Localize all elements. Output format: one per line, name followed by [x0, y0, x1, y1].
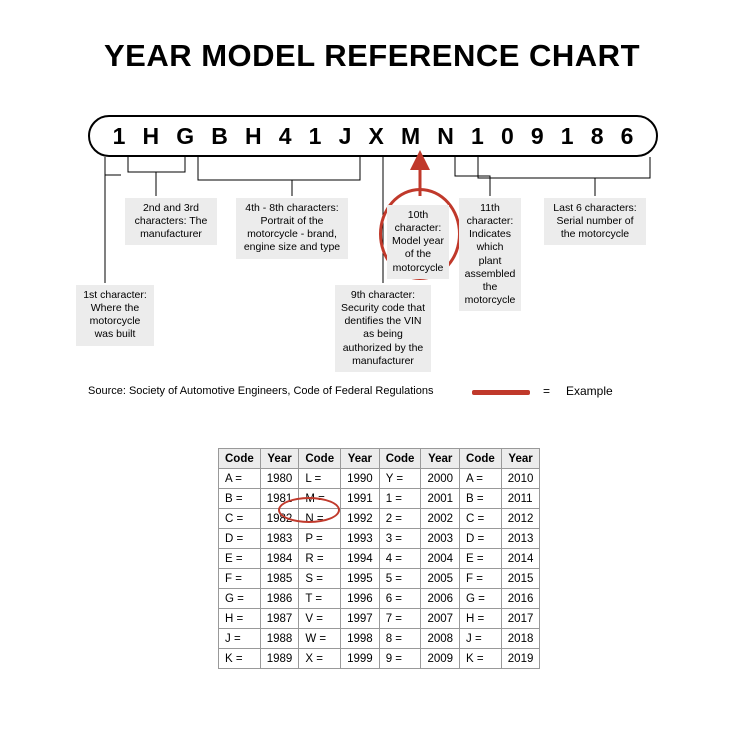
- cell-code: 3 =: [379, 529, 421, 549]
- year-code-table: [218, 448, 540, 669]
- cell-year: 2012: [501, 509, 540, 529]
- cell-year: 2006: [421, 589, 460, 609]
- cell-code: G =: [460, 589, 502, 609]
- table-row: [219, 469, 540, 489]
- cell-code: 6 =: [379, 589, 421, 609]
- cell-code: B =: [219, 489, 261, 509]
- legend-color-swatch: [472, 390, 530, 395]
- vin-character: 0: [500, 122, 514, 149]
- cell-code: 1 =: [379, 489, 421, 509]
- cell-year: 1984: [260, 549, 299, 569]
- vin-character: H: [245, 122, 262, 149]
- column-header: Year: [341, 449, 380, 469]
- cell-year: 2014: [501, 549, 540, 569]
- cell-year: 2010: [501, 469, 540, 489]
- column-header: Code: [299, 449, 341, 469]
- cell-year: 2003: [421, 529, 460, 549]
- table-row: [219, 589, 540, 609]
- cell-code: D =: [460, 529, 502, 549]
- cell-year: 2008: [421, 629, 460, 649]
- vin-character: B: [211, 122, 228, 149]
- cell-code: 4 =: [379, 549, 421, 569]
- cell-code: W =: [299, 629, 341, 649]
- legend-label: Example: [566, 384, 613, 398]
- cell-code: P =: [299, 529, 341, 549]
- vin-character: J: [338, 122, 352, 149]
- vin-character: X: [368, 122, 384, 149]
- vin-character: N: [437, 122, 454, 149]
- column-header: Year: [501, 449, 540, 469]
- legend-equals: =: [543, 384, 551, 398]
- cell-year: 1987: [260, 609, 299, 629]
- cell-year: 1993: [341, 529, 380, 549]
- callout-11th-character: 11th character: Indicates which plant assembled the motorcycle: [459, 198, 521, 311]
- cell-code: J =: [460, 629, 502, 649]
- cell-year: 1982: [260, 509, 299, 529]
- vin-character: 6: [620, 122, 634, 149]
- vin-character: 9: [530, 122, 544, 149]
- callout-2nd-3rd-characters: 2nd and 3rd characters: The manufacturer: [125, 198, 217, 245]
- table-row: [219, 489, 540, 509]
- table-row: [219, 549, 540, 569]
- cell-year: 1989: [260, 649, 299, 669]
- cell-year: 1996: [341, 589, 380, 609]
- cell-code: V =: [299, 609, 341, 629]
- cell-year: 2000: [421, 469, 460, 489]
- cell-code: E =: [219, 549, 261, 569]
- table-row: [219, 509, 540, 529]
- cell-code: S =: [299, 569, 341, 589]
- cell-code: E =: [460, 549, 502, 569]
- cell-code: M =: [299, 489, 341, 509]
- cell-code: N =: [299, 509, 341, 529]
- cell-year: 1998: [341, 629, 380, 649]
- cell-year: 2004: [421, 549, 460, 569]
- cell-year: 1994: [341, 549, 380, 569]
- cell-code: H =: [460, 609, 502, 629]
- page-title: YEAR MODEL REFERENCE CHART: [103, 38, 641, 73]
- cell-code: D =: [219, 529, 261, 549]
- cell-code: A =: [219, 469, 261, 489]
- callout-4th-8th-characters: 4th - 8th characters: Portrait of the motorcycle - brand, engine size and type: [236, 198, 348, 259]
- column-header: Code: [219, 449, 261, 469]
- cell-year: 1990: [341, 469, 380, 489]
- vin-character: M: [400, 122, 421, 149]
- cell-code: A =: [460, 469, 502, 489]
- table-header-row: [219, 449, 540, 469]
- cell-code: 8 =: [379, 629, 421, 649]
- table-row: [219, 569, 540, 589]
- cell-year: 2017: [501, 609, 540, 629]
- vin-character: 1: [308, 122, 322, 149]
- vin-box: [88, 115, 658, 157]
- cell-year: 1995: [341, 569, 380, 589]
- cell-code: B =: [460, 489, 502, 509]
- callout-9th-character: 9th character: Security code that dentifies the VIN as being authorized by the manufacturer: [335, 285, 431, 372]
- vin-character: 1: [471, 122, 484, 149]
- cell-year: 1981: [260, 489, 299, 509]
- vin-character: H: [142, 122, 160, 149]
- cell-code: K =: [460, 649, 502, 669]
- table-row: [219, 609, 540, 629]
- cell-year: 2005: [421, 569, 460, 589]
- cell-code: Y =: [379, 469, 421, 489]
- source-note: Source: Society of Automotive Engineers, Code of Federal Regulations: [88, 385, 434, 397]
- cell-year: 1986: [260, 589, 299, 609]
- cell-year: 1997: [341, 609, 380, 629]
- callout-10th-character: 10th character: Model year of the motorcycle: [387, 205, 449, 279]
- cell-code: L =: [299, 469, 341, 489]
- cell-year: 1999: [341, 649, 380, 669]
- cell-code: C =: [460, 509, 502, 529]
- cell-year: 2011: [501, 489, 540, 509]
- cell-year: 2001: [421, 489, 460, 509]
- cell-year: 2007: [421, 609, 460, 629]
- cell-code: T =: [299, 589, 341, 609]
- callout-1st-character: 1st character: Where the motorcycle was built: [76, 285, 154, 346]
- vin-strip: [88, 115, 658, 157]
- cell-code: 7 =: [379, 609, 421, 629]
- cell-year: 1988: [260, 629, 299, 649]
- cell-code: J =: [219, 629, 261, 649]
- cell-code: H =: [219, 609, 261, 629]
- cell-year: 2019: [501, 649, 540, 669]
- cell-year: 1991: [341, 489, 380, 509]
- year-code-table-wrap: [218, 448, 540, 669]
- cell-year: 1983: [260, 529, 299, 549]
- vin-character: 4: [278, 122, 292, 149]
- cell-year: 2015: [501, 569, 540, 589]
- column-header: Year: [421, 449, 460, 469]
- cell-code: F =: [219, 569, 261, 589]
- cell-year: 1985: [260, 569, 299, 589]
- vin-character: G: [176, 122, 195, 149]
- cell-code: G =: [219, 589, 261, 609]
- cell-year: 2009: [421, 649, 460, 669]
- vin-character: 1: [112, 122, 126, 149]
- column-header: Year: [260, 449, 299, 469]
- cell-code: 5 =: [379, 569, 421, 589]
- table-row: [219, 649, 540, 669]
- cell-year: 2018: [501, 629, 540, 649]
- cell-year: 2016: [501, 589, 540, 609]
- cell-code: K =: [219, 649, 261, 669]
- cell-code: X =: [299, 649, 341, 669]
- cell-year: 1992: [341, 509, 380, 529]
- table-row: [219, 529, 540, 549]
- cell-year: 2002: [421, 509, 460, 529]
- cell-code: 9 =: [379, 649, 421, 669]
- vin-character: 1: [560, 122, 574, 149]
- cell-code: 2 =: [379, 509, 421, 529]
- vin-character: 8: [590, 122, 604, 149]
- cell-code: F =: [460, 569, 502, 589]
- table-row: [219, 629, 540, 649]
- cell-code: R =: [299, 549, 341, 569]
- cell-year: 1980: [260, 469, 299, 489]
- callout-last-6-characters: Last 6 characters: Serial number of the motorcycle: [544, 198, 646, 245]
- cell-code: C =: [219, 509, 261, 529]
- column-header: Code: [460, 449, 502, 469]
- column-header: Code: [379, 449, 421, 469]
- cell-year: 2013: [501, 529, 540, 549]
